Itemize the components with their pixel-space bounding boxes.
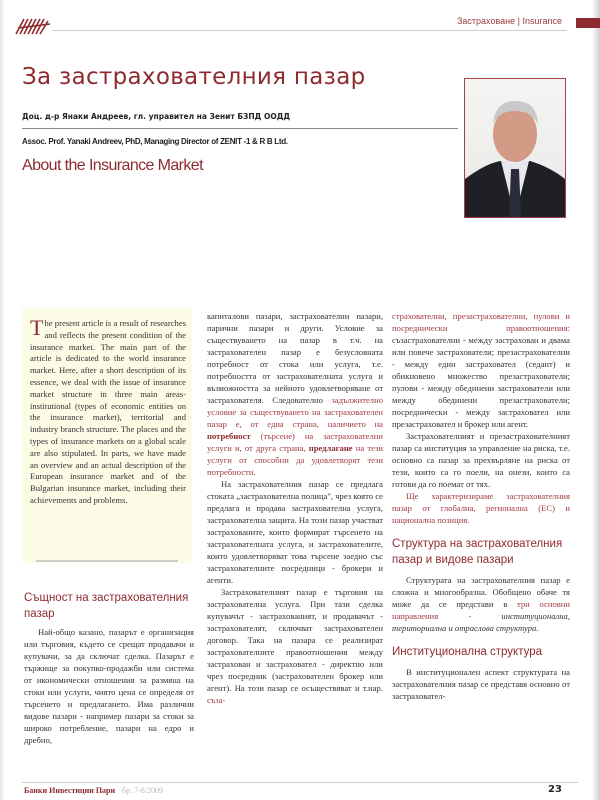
paragraph: Най-общо казано, пазарът е организация или търговия, където се срещат продавачи и купувачи, за да сключат сделка. Пазарът е тържище за покупко-продажби или система от икономически отношения за размяна на стоки или услуги, чиято цена се определя от търсенето и предлагането. Има различни видове пазари - например пазари за стоки за широко потребление, пазари на едро и дребно, (24, 627, 194, 745)
column-2 (207, 310, 383, 706)
page-edge (0, 0, 5, 800)
highlight-text: страхователни, презастрахователни, пулови и посреднически правоотношения: (392, 311, 570, 333)
page-edge-shadow (592, 0, 600, 800)
abstract-body: he present article is a result of researches and reflects the present condition of the insurance market. The main part of the article is dedicated to the world insurance market. Here, after a short description of its essence, we deal with the issue of insurance market structure in three main areas-institutional (types of economic entities on the insurance market), territorial and industry branch structure. The places and the types of insurance markets on a global scale are also stipulated. In parts, we have made an overview and an actual description of the European insurance market and of the Bulgarian insurance market, including their achievements and problems. (30, 318, 186, 505)
article-title: За застрахователния пазар (22, 64, 366, 90)
paragraph: В институционален аспект структурата на застрахователния пазар се представя основно от застраховател- (392, 667, 570, 701)
paragraph (392, 310, 570, 430)
text: капиталови пазари, застрахователни пазари, парични пазари и други. Условие за съществуването на пазар в т.ч. на застрахователен пазар е безусловната потребност от стока или услуга, т.е. потребността от застрахователната услуга и възможността за нейното удовлетворяване от застрахователя. Следователно (207, 311, 383, 405)
heading-structure: Структура на застрахователния пазар и видове пазари (392, 538, 563, 566)
italic-text: институционална, териториална и отраслова структура. (392, 611, 570, 633)
section-marker (576, 18, 600, 28)
magazine-name: Банки Инвестиции Пари (24, 786, 116, 795)
byline-rule (22, 128, 458, 129)
bold-highlight: потребност (207, 431, 251, 441)
paragraph (207, 586, 383, 706)
byline-en: Assoc. Prof. Yanaki Andreev, PhD, Managing Director of ZENIT -1 & R B Ltd. (22, 137, 288, 146)
text: съзастрахователни - между застрахован и двама или повече застрахователи; презастрахователни - между един застраховател (седант) и обикновено множество презастрахователи; пулови - между обединени застрахователи или между обединени презастрахователи; посреднически - между застраховател или презастраховател и брокер или агент. (392, 335, 570, 429)
highlight-text: три основни направления - (392, 599, 570, 621)
highlight-text: (търсене) на застрахователни услуги и, от друга страна, (207, 431, 383, 453)
heading-institutional: Институционална структура (392, 646, 543, 658)
abstract-text (22, 308, 192, 507)
paragraph (392, 574, 570, 634)
author-portrait-icon (465, 79, 565, 217)
text: Структурата на застрахователния пазар е сложна и многообразна. Обобщено обаче тя може да се представи в (392, 575, 570, 609)
author-photo (464, 78, 566, 218)
highlight-text: на тези услуги от способни да удовлетворят тези потребности. (207, 443, 383, 477)
section-label: Застраховане | Insurance (456, 16, 562, 26)
article-subtitle: About the Insurance Market (22, 157, 203, 174)
column-3 (392, 310, 570, 702)
drop-cap: T (30, 315, 44, 340)
header-rule (52, 30, 567, 31)
paragraph: Застрахователният и презастрахователният пазар са институция за управление на риска, т.е. основно са пазар за прехвърляне на риска от тези, които са го поели, на онези, които са готови да го поемат от тях. (392, 431, 570, 489)
hatched-logo-icon (14, 16, 54, 36)
paragraph: На застрахователния пазар се предлага стоката „застрахователна полица", чрез която се предлага и продава застрахователна услуга, застрахователна защита. На този пазар участват застрахованите, които формират търсенето на застрахователната услуга, и застрахователите, които удовлетворяват това търсене заедно със застрахователните посредници - брокери и агенти. (207, 479, 383, 585)
highlight-text: съза- (207, 695, 226, 705)
abstract-rule (36, 560, 178, 562)
text: Застрахователният пазар е търговия на застрахователна услуга. При тази сделка купувачът - застрахованият, и продавачът - застрахователят, сключват застрахователен договор. Така на пазара се реализират застрахователните правоотношения между застрахован и застраховател - директно или чрез посредник (застрахователен брокер или агент). На този пазар се осъществяват и т.нар. (207, 587, 383, 693)
highlight-text: задължително условие за съществуването на застрахователен пазар е, от една страна, наличието на (207, 395, 383, 429)
column-1 (24, 590, 194, 746)
byline-bg: Доц. д-р Янаки Андреев, гл. управител на Зенит БЗПД ООДД (22, 112, 291, 121)
heading-essence: Същност на застрахователния пазар (24, 592, 189, 620)
paragraph-highlight: Ще характеризираме застрахователния пазар от глобална, регионална (ЕС) и национална позиция. (392, 491, 570, 525)
bold-highlight: предлагане (308, 443, 353, 453)
issue-number: бр. 7-8/2009 (122, 786, 163, 795)
page-number: 23 (548, 784, 562, 795)
footer-rule (22, 782, 578, 783)
abstract-box (22, 308, 192, 563)
paragraph (207, 310, 383, 478)
